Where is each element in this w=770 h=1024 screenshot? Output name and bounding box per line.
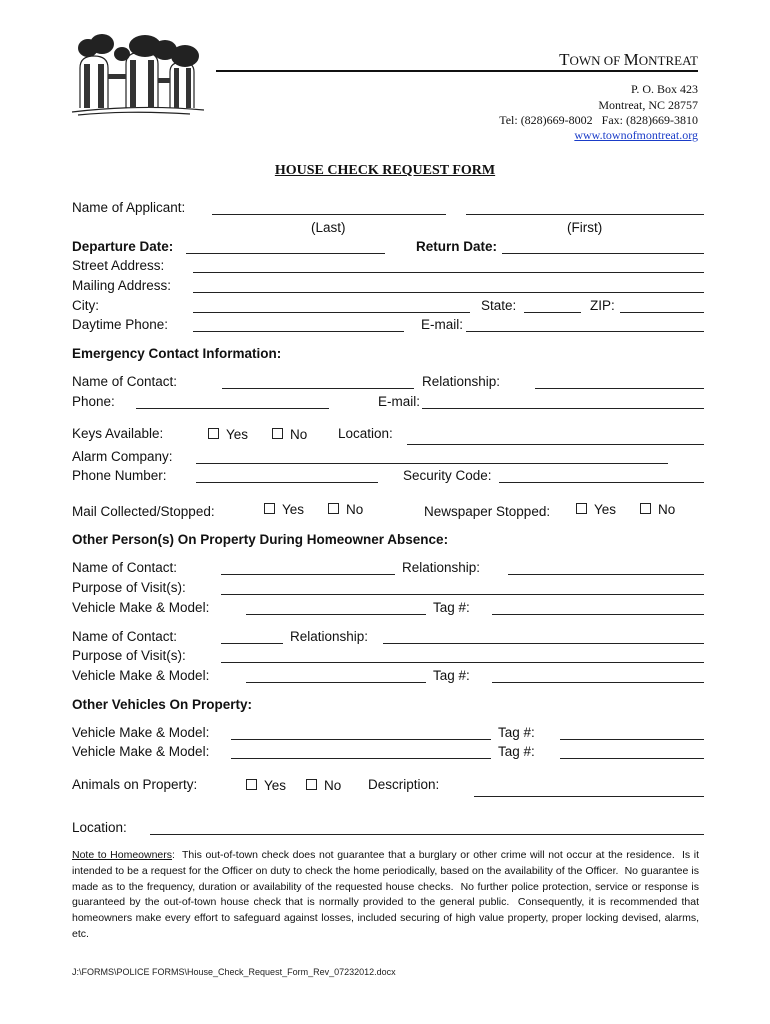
vehicle2-label: Vehicle Make & Model: [72, 744, 210, 759]
vehicle2-tag-field[interactable] [560, 758, 704, 759]
applicant-email-label: E-mail: [421, 317, 464, 332]
checkbox-icon[interactable] [208, 428, 219, 439]
description-label: Description: [368, 777, 440, 792]
checkbox-icon[interactable] [264, 503, 275, 514]
street-address-label: Street Address: [72, 258, 165, 273]
newspaper-no-option[interactable]: No [640, 502, 675, 517]
other2-tag-field[interactable] [492, 682, 704, 683]
applicant-email-field[interactable] [466, 331, 704, 332]
city-field[interactable] [193, 312, 470, 313]
other2-tag-label: Tag #: [433, 668, 470, 683]
alarm-company-label: Alarm Company: [72, 449, 173, 464]
phone-fax: Tel: (828)669-8002 Fax: (828)669-3810 [499, 113, 698, 127]
checkbox-icon[interactable] [328, 503, 339, 514]
mail-yes-option[interactable]: Yes [264, 502, 304, 517]
checkbox-icon[interactable] [246, 779, 257, 790]
departure-date-label: Departure Date: [72, 239, 174, 254]
other1-name-label: Name of Contact: [72, 560, 178, 575]
return-date-label: Return Date: [416, 239, 498, 254]
keys-yes-option[interactable]: Yes [208, 427, 248, 442]
others-heading: Other Person(s) On Property During Homeowner Absence: [72, 532, 449, 547]
emergency-heading: Emergency Contact Information: [72, 346, 282, 361]
other1-tag-label: Tag #: [433, 600, 470, 615]
note-to-homeowners: Note to Homeowners: This out-of-town check does not guarantee that a burglary or other crime will not occur at the residence. Is it intended to be a request for the Officer on duty to check the home periodically, based on the availability of the Officer. No guarantee is made as to the frequency, duration or availability of the requested house checks. No further police protection, service or response is guaranteed by the out-of-town house check that is normally provided to the general public. Consequently, it is recommended that homeowners make every effort to safeguard against losses, included securing of high value property, proper locking devised, alarms, etc. [72, 849, 702, 940]
emergency-phone-field[interactable] [136, 408, 329, 409]
return-date-field[interactable] [502, 253, 704, 254]
note-title: Note to Homeowners [72, 849, 173, 861]
vehicle1-field[interactable] [231, 739, 491, 740]
animals-no-option[interactable]: No [306, 778, 341, 793]
other1-purpose-label: Purpose of Visit(s): [72, 580, 186, 595]
emergency-name-label: Name of Contact: [72, 374, 178, 389]
vehicle2-tag-label: Tag #: [498, 744, 535, 759]
mailing-address-field[interactable] [193, 292, 704, 293]
first-name-field[interactable] [466, 214, 704, 215]
last-name-field[interactable] [212, 214, 446, 215]
other1-relationship-label: Relationship: [402, 560, 481, 575]
state-field[interactable] [524, 312, 581, 313]
keys-location-field[interactable] [407, 444, 704, 445]
daytime-phone-field[interactable] [193, 331, 404, 332]
state-label: State: [481, 298, 517, 313]
footer-file-path: J:\FORMS\POLICE FORMS\House_Check_Request_Form_Rev_07232012.docx [72, 967, 396, 977]
description-field[interactable] [474, 796, 704, 797]
zip-field[interactable] [620, 312, 704, 313]
emergency-phone-label: Phone: [72, 394, 115, 409]
daytime-phone-label: Daytime Phone: [72, 317, 169, 332]
other2-purpose-label: Purpose of Visit(s): [72, 648, 186, 663]
alarm-company-field[interactable] [196, 463, 668, 464]
other1-name-field[interactable] [221, 574, 395, 575]
other1-vehicle-label: Vehicle Make & Model: [72, 600, 210, 615]
vehicle2-field[interactable] [231, 758, 491, 759]
keys-location-label: Location: [338, 426, 393, 441]
alarm-phone-field[interactable] [196, 482, 378, 483]
website-link[interactable]: www.townofmontreat.org [574, 128, 698, 142]
alarm-phone-label: Phone Number: [72, 468, 167, 483]
town-logo [70, 34, 210, 116]
town-name: TOWN OF MONTREAT [559, 50, 698, 69]
animals-label: Animals on Property: [72, 777, 198, 792]
vehicles-heading: Other Vehicles On Property: [72, 697, 253, 712]
emergency-relationship-field[interactable] [535, 388, 704, 389]
other1-relationship-field[interactable] [508, 574, 704, 575]
other2-name-field[interactable] [221, 643, 283, 644]
departure-date-field[interactable] [186, 253, 385, 254]
form-title: HOUSE CHECK REQUEST FORM [274, 163, 496, 178]
city-state: Montreat, NC 28757 [598, 98, 698, 112]
first-caption: (First) [567, 220, 603, 235]
checkbox-icon[interactable] [640, 503, 651, 514]
emergency-email-label: E-mail: [378, 394, 421, 409]
newspaper-label: Newspaper Stopped: [424, 504, 551, 519]
newspaper-yes-option[interactable]: Yes [576, 502, 616, 517]
other1-purpose-field[interactable] [221, 594, 704, 595]
mail-label: Mail Collected/Stopped: [72, 504, 215, 519]
po-box: P. O. Box 423 [630, 82, 698, 96]
emergency-email-field[interactable] [422, 408, 704, 409]
other2-vehicle-label: Vehicle Make & Model: [72, 668, 210, 683]
last-caption: (Last) [311, 220, 346, 235]
applicant-name-label: Name of Applicant: [72, 200, 186, 215]
emergency-relationship-label: Relationship: [422, 374, 501, 389]
street-address-field[interactable] [193, 272, 704, 273]
animals-location-label: Location: [72, 820, 127, 835]
zip-label: ZIP: [590, 298, 615, 313]
checkbox-icon[interactable] [272, 428, 283, 439]
vehicle1-label: Vehicle Make & Model: [72, 725, 210, 740]
header-rule [216, 70, 698, 72]
city-label: City: [72, 298, 99, 313]
keys-label: Keys Available: [72, 426, 164, 441]
other2-relationship-label: Relationship: [290, 629, 369, 644]
vehicle1-tag-field[interactable] [560, 739, 704, 740]
other2-name-label: Name of Contact: [72, 629, 178, 644]
other2-relationship-field[interactable] [383, 643, 704, 644]
other1-vehicle-field[interactable] [246, 614, 426, 615]
other1-tag-field[interactable] [492, 614, 704, 615]
mailing-address-label: Mailing Address: [72, 278, 172, 293]
security-code-field[interactable] [499, 482, 704, 483]
note-body: This out-of-town check does not guarantee that a burglary or other crime will not occur at the residence. Is it intended to be a request for the Officer on duty to check the home periodically, based on the availability of the Officer. No guarantee is made as to the frequency, duration or availability of the requested house checks. No further police protection, service or response is guaranteed by the out-of-town house check that is normally provided to the general public. Consequently, it is recommended that homeowners make every effort to safeguard against losses, included securing of high value property, proper locking devised, alarms, etc. [72, 849, 702, 940]
checkbox-icon[interactable] [306, 779, 317, 790]
other2-purpose-field[interactable] [221, 662, 704, 663]
animals-yes-option[interactable]: Yes [246, 778, 286, 793]
animals-location-field[interactable] [150, 834, 704, 835]
mail-no-option[interactable]: No [328, 502, 363, 517]
checkbox-icon[interactable] [576, 503, 587, 514]
security-code-label: Security Code: [403, 468, 492, 483]
keys-no-option[interactable]: No [272, 427, 307, 442]
other2-vehicle-field[interactable] [246, 682, 426, 683]
vehicle1-tag-label: Tag #: [498, 725, 535, 740]
emergency-name-field[interactable] [222, 388, 414, 389]
